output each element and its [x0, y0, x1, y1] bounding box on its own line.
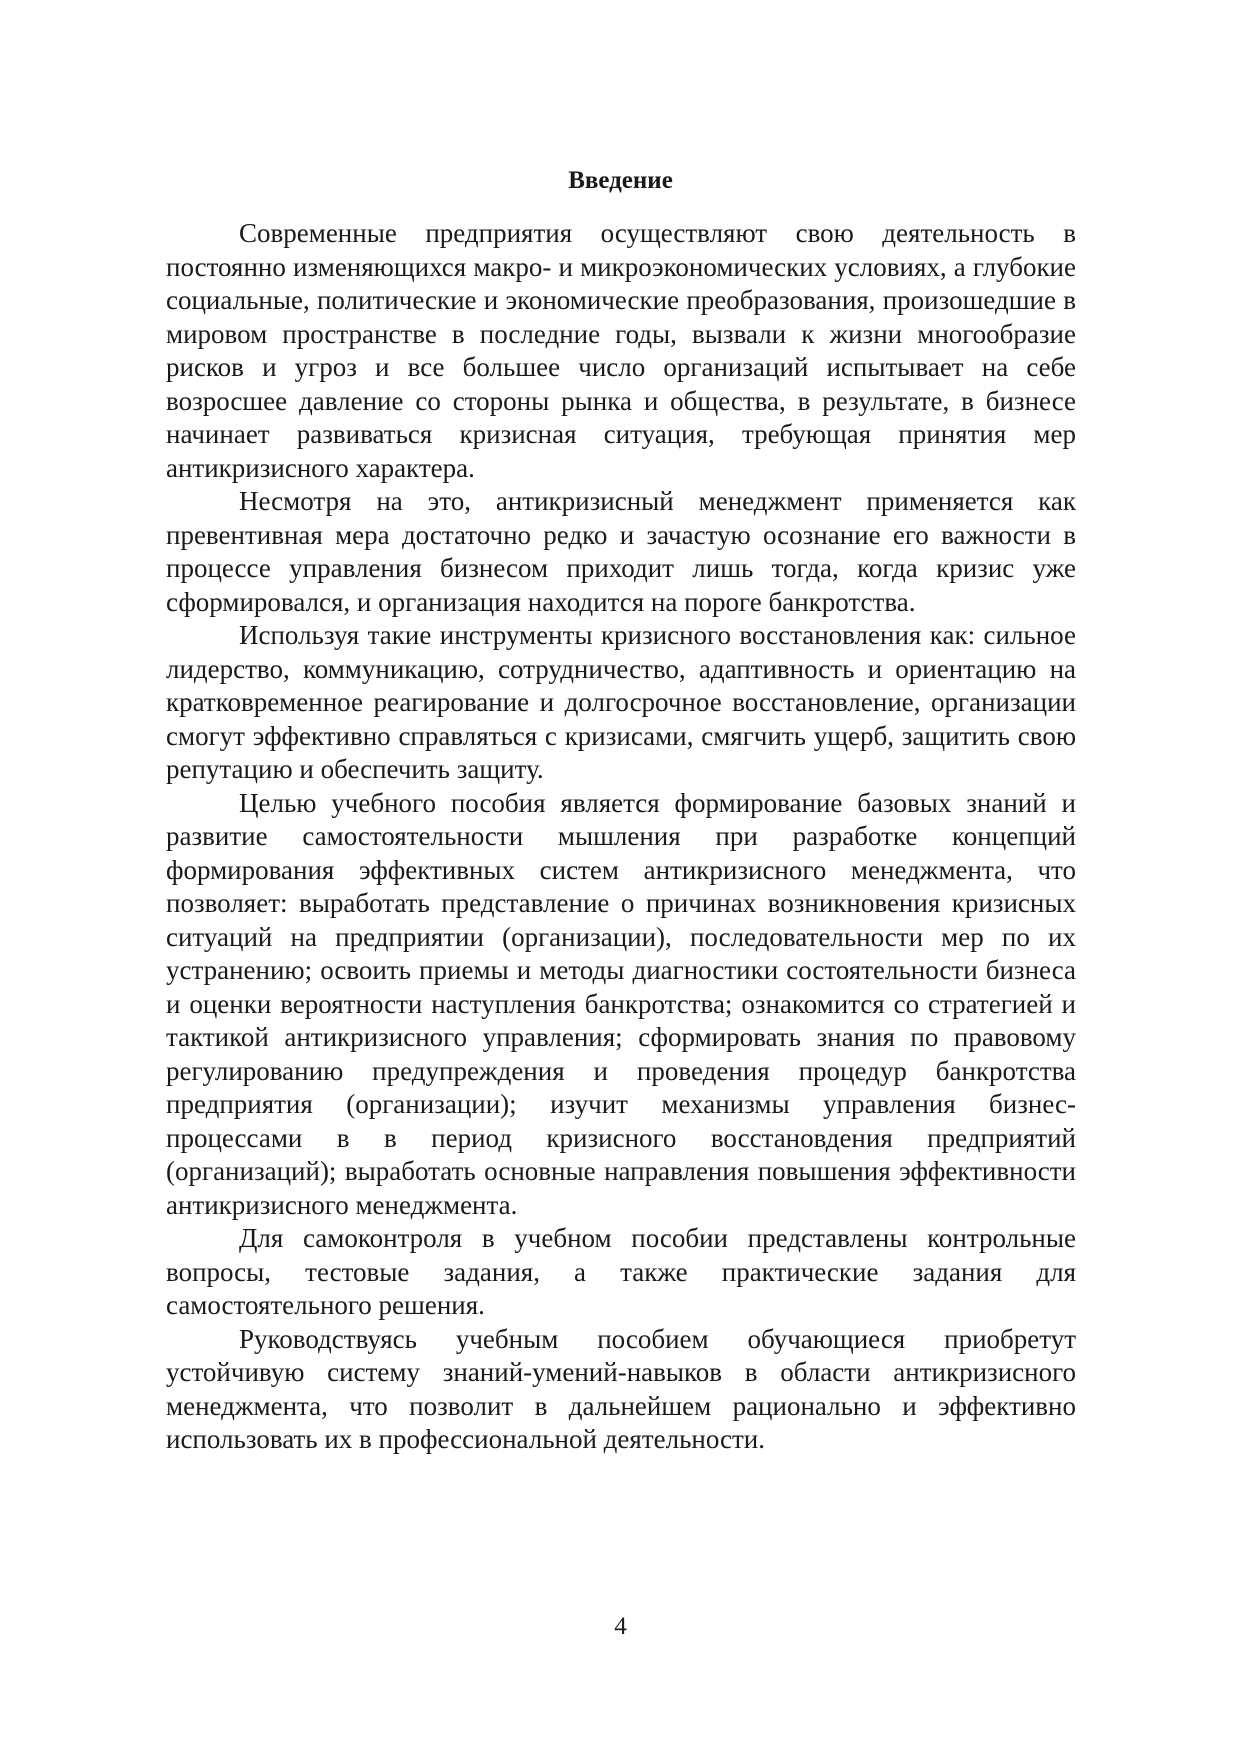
paragraph-4: Целью учебного пособия является формирование базовых знаний и развитие самостоятельности мышления при разработке концепций формирования эффективных систем антикризисного менеджмента, что позволяет: выработать представление о причинах возникновения кризисных ситуаций на предприятии (организации), последовательности мер по их устранению; освоить приемы и методы диагностики состоятельности бизнеса и оценки вероятности наступления банкротства; ознакомится со стратегией и тактикой антикризисного управления; сформировать знания по правовому регулированию предупреждения и проведения процедур банкротства предприятия (организации); изучит механизмы управления бизнес-процессами в в период кризисного восстановдения предприятий (организаций); выработать основные направления повышения эффективности антикризисного менеджмента. — [166, 787, 1076, 1220]
page-title: Введение — [568, 167, 673, 194]
paragraph-6: Руководствуясь учебным пособием обучающиеся приобретут устойчивую систему знаний-умений-навыков в области антикризисного менеджмента, что позволит в дальнейшем рационально и эффективно использовать их в профессиональной деятельности. — [166, 1323, 1076, 1454]
body-text — [166, 217, 1076, 1457]
page-number: 4 — [614, 1613, 627, 1640]
paragraph-5: Для самоконтроля в учебном пособии представлены контрольные вопросы, тестовые задания, а также практические задания для самостоятельного решения. — [166, 1223, 1076, 1320]
paragraph-3: Используя такие инструменты кризисного восстановления как: сильное лидерство, коммуникацию, сотрудничество, адаптивность и ориентацию на кратковременное реагирование и долгосрочное восстановление, организации смогут эффективно справляться с кризисами, смягчить ущерб, защитить свою репутацию и обеспечить защиту. — [166, 620, 1076, 784]
paragraph-2: Несмотря на это, антикризисный менеджмент применяется как превентивная мера достаточно редко и зачастую осознание его важности в процессе управления бизнесом приходит лишь тогда, когда кризис уже сформировался, и организация находится на пороге банкротства. — [166, 486, 1076, 617]
paragraph-1: Современные предприятия осуществляют свою деятельность в постоянно изменяющихся макро- и микроэкономических условиях, а глубокие социальные, политические и экономические преобразования, произошедшие в мировом пространстве в последние годы, вызвали к жизни многообразие рисков и угроз и все большее число организаций испытывает на себе возросшее давление со стороны рынка и общества, в результате, в бизнесе начинает развиваться кризисная ситуация, требующая принятия мер антикризисного характера. — [166, 218, 1076, 483]
